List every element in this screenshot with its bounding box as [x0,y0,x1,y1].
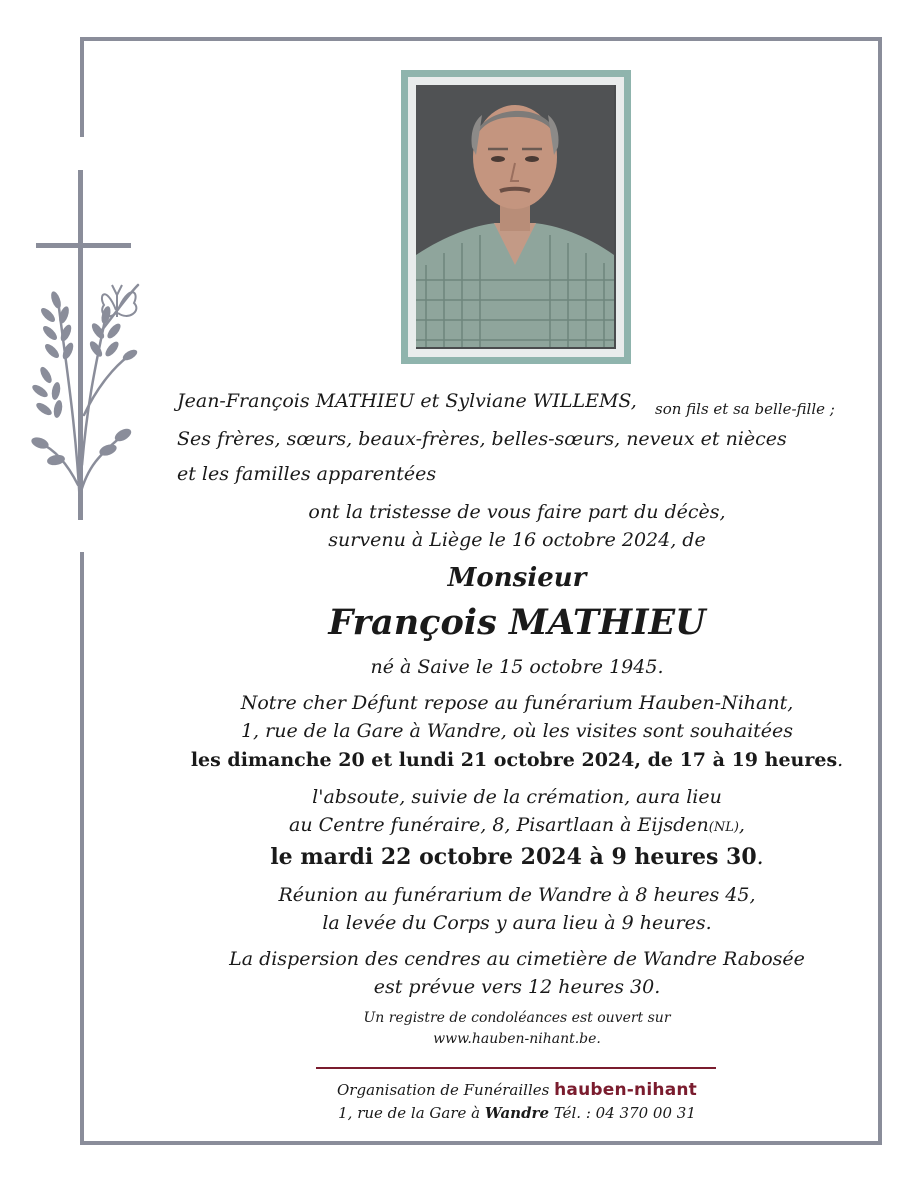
visitation-dates-text: les dimanche 20 et lundi 21 octobre 2024, de 17 à 19 heures [190,749,838,771]
frame-left-upper [80,37,84,137]
announcement-line-2: survenu à Liège le 16 octobre 2024, de [328,529,706,551]
ceremony-line-2: au Centre funéraire, 8, Pisartlaan à Eijsden(NL), [289,814,745,836]
deceased-honorific: Monsieur [447,563,587,593]
visitation-dates: les dimanche 20 et lundi 21 octobre 2024, de 17 à 19 heures. [190,749,844,771]
footer-address: 1, rue de la Gare à Wandre Tél. : 04 370 00 31 [338,1104,696,1122]
family-son-relation: son fils et sa belle-fille ; [655,400,835,418]
register-url[interactable]: www.hauben-nihant.be. [433,1031,601,1047]
country-code: (NL) [708,820,739,835]
gathering-line-1: Réunion au funérarium de Wandre à 8 heures 45, [278,884,756,906]
deceased-portrait [416,85,616,349]
portrait-frame [401,70,631,364]
family-siblings-line: Ses frères, sœurs, beaux-frères, belles-sœurs, neveux et nièces [177,428,787,450]
deceased-name: François MATHIEU [328,602,706,643]
dispersion-line-1: La dispersion des cendres au cimetière de Wandre Rabosée [229,948,805,970]
gathering-line-2: la levée du Corps y aura lieu à 9 heures. [322,912,712,934]
footer-town: Wandre [484,1104,550,1122]
footer-phone: Tél. : 04 370 00 31 [553,1104,696,1122]
cross-bar [36,243,131,248]
family-son-line: Jean-François MATHIEU et Sylviane WILLEMS, [177,390,637,412]
ceremony-line-1: l'absoute, suivie de la crémation, aura lieu [312,786,722,808]
dispersion-line-2: est prévue vers 12 heures 30. [373,976,661,998]
announcement-line-1: ont la tristesse de vous faire part du décès, [308,501,726,523]
cross-wheat-butterfly-ornament [28,165,158,525]
ceremony-date: le mardi 22 octobre 2024 à 9 heures 30. [270,844,764,870]
family-relatives-line: et les familles apparentées [177,463,437,485]
footer-organisation [0,1080,918,1100]
register-line-1: Un registre de condoléances est ouvert sur [363,1010,671,1026]
ceremony-date-text: le mardi 22 octobre 2024 à 9 heures 30 [270,844,757,870]
visitation-line-1: Notre cher Défunt repose au funérarium Hauben-Nihant, [240,692,794,714]
visitation-line-2: 1, rue de la Gare à Wandre, où les visites sont souhaitées [240,720,794,742]
frame-bottom [80,1141,882,1145]
brand-logo: hauben-nihant [554,1080,697,1100]
footer-org-label: Organisation de Funérailles [337,1081,550,1099]
birth-line: né à Saive le 15 octobre 1945. [370,656,664,678]
footer-separator [316,1067,716,1069]
frame-top [80,37,882,41]
